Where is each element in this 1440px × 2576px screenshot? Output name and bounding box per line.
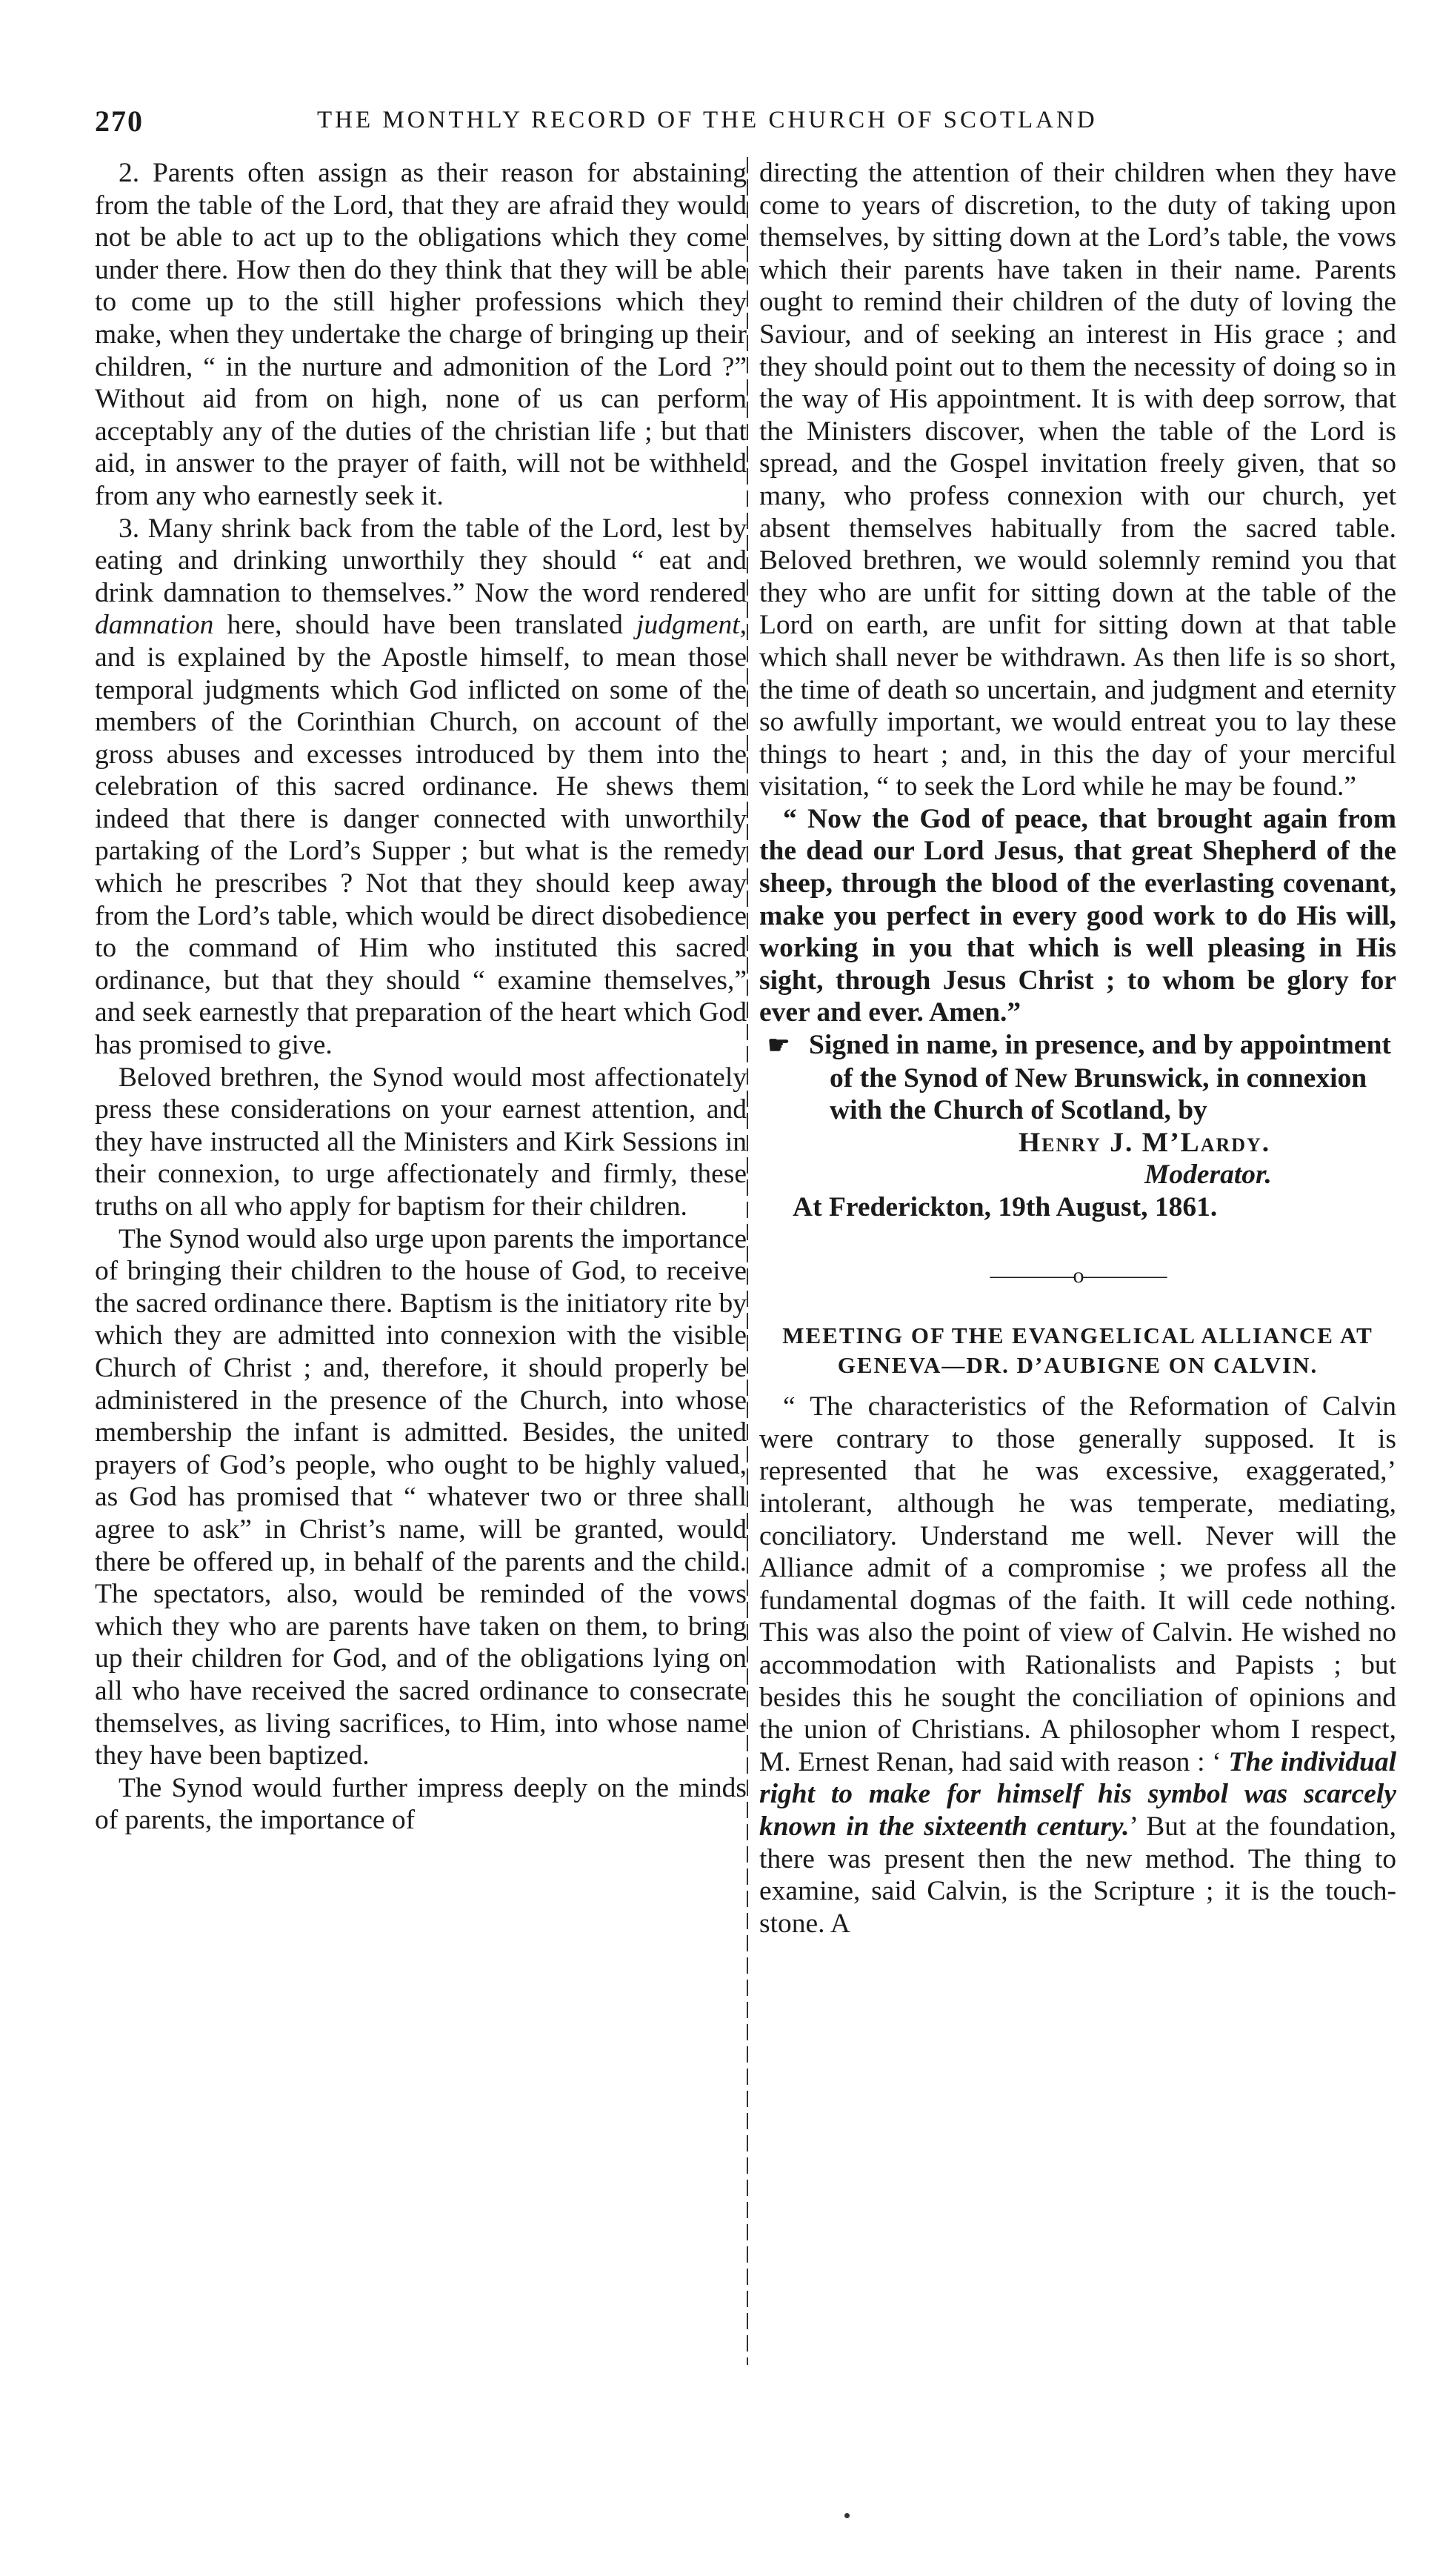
paragraph-3-emphasis-damnation: damnation (95, 610, 214, 641)
benediction: “ Now the God of peace, that brought again from the dead our Lord Jesus, that great Shepherd of the sheep, through the blood of the everlasting covenant, make you perfect in every good work to do His will, working in you that which is well pleasing in His sight, through Jesus Christ ; to whom be glory for ever and ever. Amen.” (759, 803, 1396, 1028)
signature-block: ☛ Signed in name, in presence, and by appointment of the Synod of New Brunswick, in connexion with the Church of Scotland, by (767, 1030, 1391, 1126)
column-rule (747, 157, 748, 2365)
page-number: 270 (95, 104, 144, 138)
section-title (759, 1321, 1396, 1380)
paragraph-calvin-text-a: “ The characteristics of the Reformation of Calvin were contrary to those generally supposed. It is represented that he was excessive, exaggerated,’ intolerant, although he was temperate, mediating, conciliatory. Understand me well. Never will the Alliance admit of a compromise ; we profess all the fundamental dogmas of the faith. It will cede nothing. This was also the point of view of Calvin. He wished no accommodation with Rationalists and Papists ; but besides this he sought the conciliation of opinions and the union of Christians. A philosopher whom I respect, M. Ernest Renan, had said with reason : ‘ (759, 1391, 1396, 1777)
paragraph-3 (95, 513, 747, 1062)
section-title-line-2: GENEVA—DR. D’AUBIGNE ON CALVIN. (837, 1352, 1319, 1379)
paragraph-3-emphasis-judgment: judgment, (636, 610, 747, 641)
paragraph-beloved-brethren: Beloved brethren, the Synod would most affectionately press these considerations on your earnest attention, and they have instructed all the Ministers and Kirk Sessions in their connexion, to urge affectionately and firmly, these truths on all who apply for baptism for their children. (95, 1062, 747, 1222)
running-header (95, 104, 1391, 148)
section-divider: ————o———— (990, 1262, 1166, 1288)
paragraph-3-text-b: here, should have been translated (213, 610, 637, 641)
signed-statement: Signed in name, in presence, and by appointment of the Synod of New Brunswick, in connexion with the Church of Scotland, by (809, 1030, 1391, 1126)
place-date: At Frederickton, 19th August, 1861. (793, 1192, 1218, 1222)
paragraph-3-text-a: 3. Many shrink back from the table of the Lord, lest by eating and drinking unworthily they should “ eat and drink damnation to themselves.” Now the word rendered (95, 513, 747, 608)
left-column (95, 157, 747, 1837)
running-title: THE MONTHLY RECORD OF THE CHURCH OF SCOTLAND (317, 107, 1098, 133)
signer-title: Moderator. (1144, 1159, 1272, 1191)
paragraph-2: 2. Parents often assign as their reason for abstaining from the table of the Lord, that they are afraid they would not be able to act up to the obligations which they come under there. How then do they think that they will be able to come up to the still higher professions which they make, when they undertake the charge of bringing up their children, “ in the nurture and admonition of the Lord ?” Without aid from on high, none of us can perform acceptably any of the duties of the christian life ; but that aid, in answer to the prayer of faith, will not be withheld from any who earnestly seek it. (95, 158, 747, 511)
paragraph-calvin (759, 1391, 1396, 1940)
paragraph-calvin-text-b: ’ But at the foundation, there was present then the new method. The thing to examine, said Calvin, is the Scripture ; it is the touch-stone. A (759, 1811, 1397, 1939)
ink-dot (844, 2513, 850, 2518)
paragraph-3-text-c: and is explained by the Apostle himself, to mean those temporal judgments which God inflicted on some of the members of the Corinthian Church, on account of the gross abuses and excesses introduced by them into the celebration of this sacred ordinance. He shews them indeed that there is danger connected with unworthily partaking of the Lord’s Supper ; but what is the remedy which he prescribes ? Not that they should keep away from the Lord’s table, which would be direct disobedience to the command of Him who instituted this sacred ordinance, but that they should “ examine themselves,” and seek earnestly that preparation of the heart which God has promised to give. (95, 642, 747, 1061)
paragraph-continuation: directing the attention of their children when they have come to years of discretion, to the duty of taking upon themselves, by sitting down at the Lord’s table, the vows which their parents have taken in their name. Parents ought to remind their children of the duty of loving the Saviour, and of seeking an interest in His grace ; and they should point out to them the necessity of doing so in the way of His appointment. It is with deep sorrow, that the Ministers discover, when the table of the Lord is spread, and the Gospel invitation freely given, that so many, who profess connexion with our church, yet absent themselves habitually from the sacred table. Beloved brethren, we would solemnly remind you that they who are unfit for sitting down at the table of the Lord on earth, are unfit for sitting down at that table which shall never be withdrawn. As then life is so short, the time of death so uncertain, and judgment and eternity so awfully important, we would entreat you to lay these things to heart ; and, in this the day of your merciful visitation, “ to seek the Lord while he may be found.” (759, 158, 1396, 802)
signer-name: Henry J. M’Lardy. (1019, 1127, 1271, 1158)
paragraph-synod-urge: The Synod would also urge upon parents the importance of bringing their children to the house of God, to receive the sacred ordinance there. Baptism is the initiatory rite by which they are admitted into connexion with the visible Church of Christ ; and, therefore, it should properly be administered in the presence of the Church, into whose membership the infant is admitted. Besides, the united prayers of God’s people, who ought to be highly valued, as God has promised that “ whatever two or three shall agree to ask” in Christ’s name, will be granted, would there be offered up, in behalf of the parents and the child. The spectators, also, would be reminded of the vows which they who are parents have taken on them, to bring up their children for God, and of the obligations lying on all who have received the sacred ordinance to consecrate themselves, as living sacrifices, to Him, into whose name they have been baptized. (95, 1223, 747, 1771)
right-column (759, 157, 1396, 1940)
paragraph-calvin-quote: The individual right to make for himself his symbol was scarcely known in the sixteenth century. (759, 1746, 1396, 1842)
section-title-line-1: MEETING OF THE EVANGELICAL ALLIANCE AT (782, 1322, 1373, 1349)
paragraph-synod-further: The Synod would further impress deeply on the minds of parents, the importance of (95, 1772, 747, 1836)
